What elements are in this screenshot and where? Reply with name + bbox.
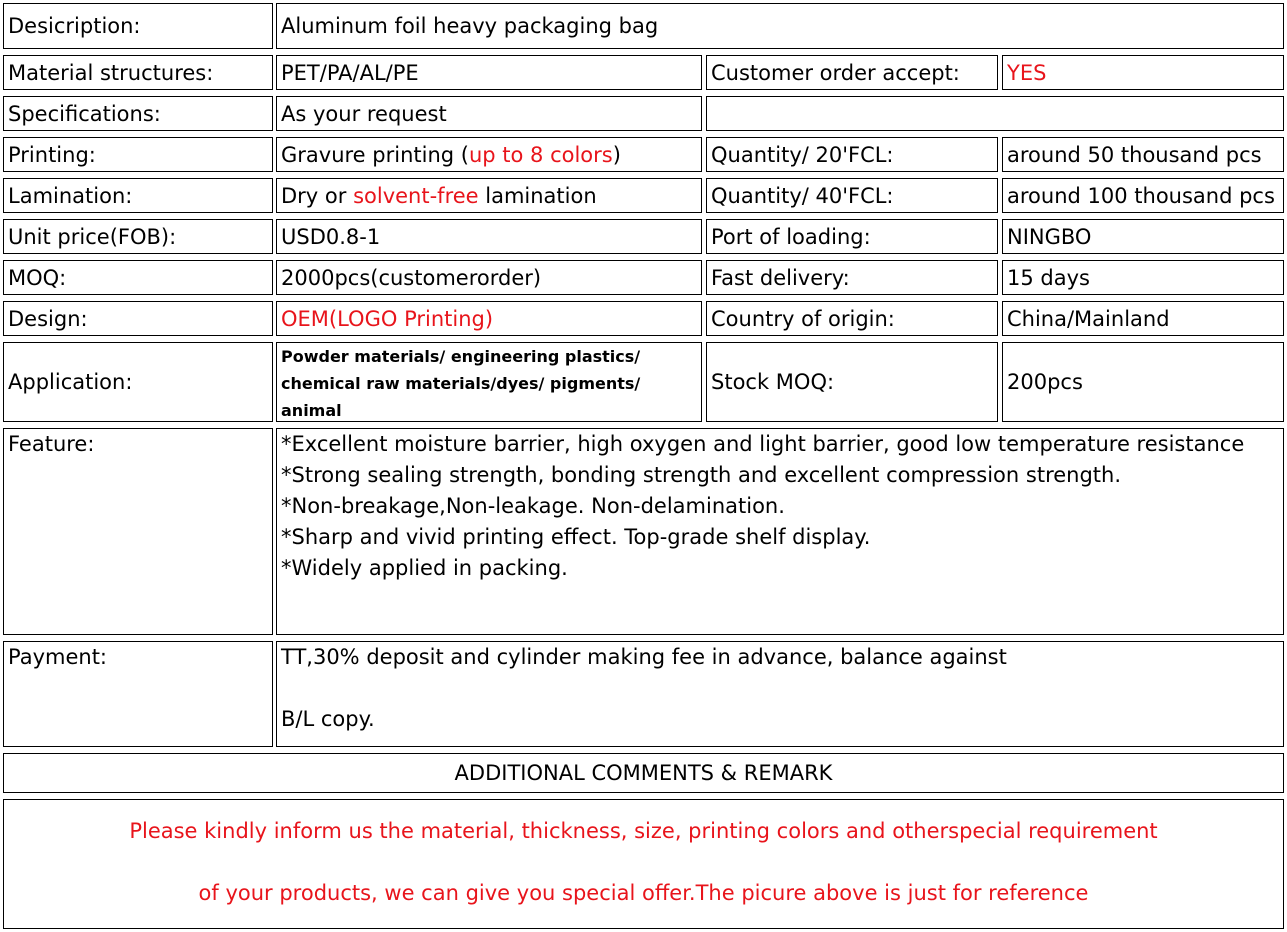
printing-value-close: ) xyxy=(612,142,621,167)
design-label: Design: xyxy=(3,301,273,336)
application-label: Application: xyxy=(3,342,273,422)
payment-line: B/L copy. xyxy=(281,707,375,731)
printing-label: Printing: xyxy=(3,137,273,172)
lamination-value-text: Dry or xyxy=(281,183,354,208)
moq-label: MOQ: xyxy=(3,260,273,295)
lamination-label: Lamination: xyxy=(3,178,273,213)
specifications-value: As your request xyxy=(276,96,702,131)
quantity-20-label: Quantity/ 20'FCL: xyxy=(706,137,998,172)
country-of-origin-value: China/Mainland xyxy=(1002,301,1284,336)
material-label: Material structures: xyxy=(3,55,273,90)
feature-line: *Strong sealing strength, bonding strength and excellent compression strength. xyxy=(281,463,1122,487)
payment-line: TT,30% deposit and cylinder making fee in advance, balance against xyxy=(281,645,1007,669)
additional-comments-header: ADDITIONAL COMMENTS & REMARK xyxy=(3,753,1284,793)
application-value xyxy=(276,342,702,422)
feature-value xyxy=(276,428,1284,635)
unit-price-label: Unit price(FOB): xyxy=(3,219,273,254)
description-value: Aluminum foil heavy packaging bag xyxy=(276,3,1284,49)
lamination-value-end: lamination xyxy=(478,183,597,208)
quantity-20-value: around 50 thousand pcs xyxy=(1002,137,1284,172)
country-of-origin-label: Country of origin: xyxy=(706,301,998,336)
payment-label: Payment: xyxy=(3,641,273,747)
feature-line: *Non-breakage,Non-leakage. Non-delamination. xyxy=(281,494,785,518)
feature-line: *Widely applied in packing. xyxy=(281,556,568,580)
specifications-empty-cell xyxy=(706,96,1284,131)
printing-value xyxy=(276,137,702,172)
application-line: Powder materials/ engineering plastics/ xyxy=(281,347,641,366)
description-label: Desicription: xyxy=(3,3,273,49)
material-value: PET/PA/AL/PE xyxy=(276,55,702,90)
customer-order-label: Customer order accept: xyxy=(706,55,998,90)
remark-box xyxy=(3,799,1284,929)
unit-price-value: USD0.8-1 xyxy=(276,219,702,254)
specifications-label: Specifications: xyxy=(3,96,273,131)
design-value: OEM(LOGO Printing) xyxy=(276,301,702,336)
feature-line: *Sharp and vivid printing effect. Top-grade shelf display. xyxy=(281,525,871,549)
fast-delivery-value: 15 days xyxy=(1002,260,1284,295)
feature-label: Feature: xyxy=(3,428,273,635)
payment-line xyxy=(281,673,1279,704)
printing-colors-highlight: up to 8 colors xyxy=(468,142,613,167)
quantity-40-value: around 100 thousand pcs xyxy=(1002,178,1284,213)
moq-value: 2000pcs(customerorder) xyxy=(276,260,702,295)
feature-line: *Excellent moisture barrier, high oxygen and light barrier, good low temperature resistance xyxy=(281,432,1245,456)
remark-line: of your products, we can give you special offer.The picure above is just for reference xyxy=(198,881,1089,905)
payment-value xyxy=(276,641,1284,747)
port-of-loading-label: Port of loading: xyxy=(706,219,998,254)
remark-line: Please kindly inform us the material, thickness, size, printing colors and otherspecial requirement xyxy=(129,819,1158,843)
customer-order-value: YES xyxy=(1002,55,1284,90)
printing-value-text: Gravure printing ( xyxy=(281,142,469,167)
stock-moq-label: Stock MOQ: xyxy=(706,342,998,422)
port-of-loading-value: NINGBO xyxy=(1002,219,1284,254)
stock-moq-value: 200pcs xyxy=(1002,342,1284,422)
lamination-solvent-free-highlight: solvent-free xyxy=(353,183,479,208)
quantity-40-label: Quantity/ 40'FCL: xyxy=(706,178,998,213)
lamination-value xyxy=(276,178,702,213)
fast-delivery-label: Fast delivery: xyxy=(706,260,998,295)
application-line: chemical raw materials/dyes/ pigments/ animal xyxy=(281,374,641,420)
